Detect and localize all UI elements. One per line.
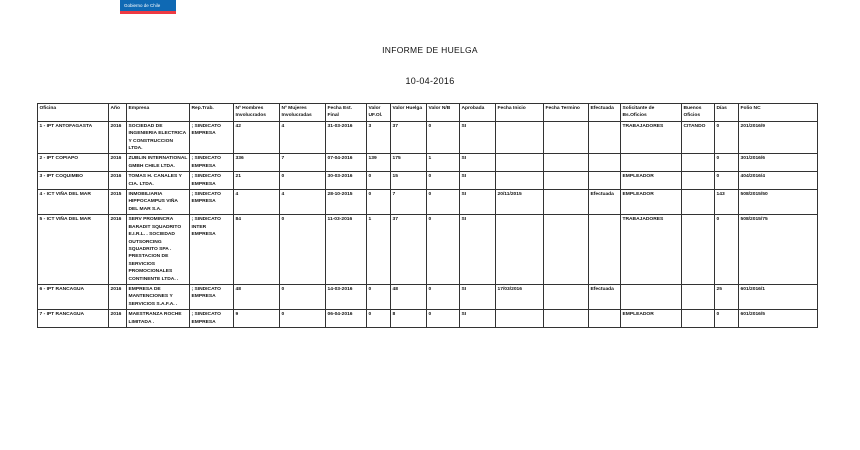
table-cell: 0 bbox=[715, 310, 739, 328]
table-row bbox=[38, 121, 818, 154]
table-cell bbox=[496, 121, 544, 154]
table-cell: 0 bbox=[427, 215, 460, 285]
table-cell bbox=[682, 310, 715, 328]
table-cell: 37 bbox=[391, 121, 427, 154]
column-header: Valor UF.Ol. bbox=[367, 104, 391, 122]
table-cell: 7 bbox=[391, 190, 427, 215]
column-header: Empresa bbox=[127, 104, 190, 122]
table-cell: 30-03-2016 bbox=[326, 172, 367, 190]
table-cell: ; SINDICATO EMPRESA bbox=[190, 284, 234, 309]
table-cell: EMPLEADOR bbox=[621, 172, 682, 190]
table-cell: 1 bbox=[367, 215, 391, 285]
column-header: Fecha Est. Final bbox=[326, 104, 367, 122]
table-cell: 0 bbox=[715, 121, 739, 154]
table-cell: 0 bbox=[367, 190, 391, 215]
table-cell: 1 bbox=[427, 154, 460, 172]
table-cell: SI bbox=[460, 154, 496, 172]
table-cell bbox=[544, 310, 589, 328]
table-cell: ; SINDICATO EMPRESA bbox=[190, 172, 234, 190]
table-cell: 2016 bbox=[109, 310, 127, 328]
table-cell: 175 bbox=[391, 154, 427, 172]
table-cell: 7 bbox=[280, 154, 326, 172]
table-cell: 42 bbox=[234, 121, 280, 154]
table-cell: TRABAJADORES bbox=[621, 215, 682, 285]
table-header-row bbox=[38, 104, 818, 122]
table-cell: 3 bbox=[367, 121, 391, 154]
table-cell: 31-03-2016 bbox=[326, 121, 367, 154]
table-cell: 0 bbox=[367, 172, 391, 190]
table-cell: ; SINDICATO EMPRESA bbox=[190, 154, 234, 172]
table-row bbox=[38, 172, 818, 190]
table-cell: 4 bbox=[280, 121, 326, 154]
table-cell: 25 bbox=[715, 284, 739, 309]
column-header: Efectuada bbox=[589, 104, 621, 122]
table-cell: EMPLEADOR bbox=[621, 310, 682, 328]
table-cell: 0 bbox=[715, 172, 739, 190]
table-cell: 508/2015/75 bbox=[739, 215, 818, 285]
table-cell bbox=[589, 215, 621, 285]
table-cell: ; SINDICATO INTER EMPRESA bbox=[190, 215, 234, 285]
strike-report-table bbox=[37, 103, 818, 328]
table-cell bbox=[544, 215, 589, 285]
table-row bbox=[38, 284, 818, 309]
column-header: Nº Hombres Involucrados bbox=[234, 104, 280, 122]
table-cell bbox=[589, 310, 621, 328]
table-cell bbox=[589, 121, 621, 154]
column-header: Rep.Trab. bbox=[190, 104, 234, 122]
table-cell: 336 bbox=[234, 154, 280, 172]
table-cell: 21 bbox=[234, 172, 280, 190]
table-cell: 2016 bbox=[109, 215, 127, 285]
table-cell: 28-10-2015 bbox=[326, 190, 367, 215]
table-cell: 48 bbox=[234, 284, 280, 309]
table-cell: 8 bbox=[391, 310, 427, 328]
table-cell: 143 bbox=[715, 190, 739, 215]
table-cell: 139 bbox=[367, 154, 391, 172]
table-cell: INMOBILIARIA HIPPOCAMPUS VIÑA DEL MAR S.A. bbox=[127, 190, 190, 215]
table-cell: 0 bbox=[427, 190, 460, 215]
column-header: Nº Mujeres Involucradas bbox=[280, 104, 326, 122]
table-row bbox=[38, 154, 818, 172]
table-cell: EMPLEADOR bbox=[621, 190, 682, 215]
column-header: Valor N/B bbox=[427, 104, 460, 122]
table-cell: 5 - ICT VIÑA DEL MAR bbox=[38, 215, 109, 285]
table-cell bbox=[544, 172, 589, 190]
table-row bbox=[38, 190, 818, 215]
table-row bbox=[38, 215, 818, 285]
table-cell: SERV PROMINCRA BARADIT SQUADRITO E.I.R.L. . SOCIEDAD OUTSORCING SQUADRITO SPA . PRESTACION DE SERVICIOS PROMOCIONALES CONTINENTE LTDA. . bbox=[127, 215, 190, 285]
table-cell: 06-04-2016 bbox=[326, 310, 367, 328]
table-cell: 4 - ICT VIÑA DEL MAR bbox=[38, 190, 109, 215]
table-cell: SI bbox=[460, 121, 496, 154]
table-cell: 0 bbox=[280, 284, 326, 309]
table-cell: 601/2016/5 bbox=[739, 310, 818, 328]
table-cell bbox=[589, 172, 621, 190]
table-cell: ZUBLIN INTERNATIONAL GMBH CHILE LTDA. bbox=[127, 154, 190, 172]
table-cell: 2016 bbox=[109, 172, 127, 190]
table-cell: 20/11/2015 bbox=[496, 190, 544, 215]
table-cell: 301/2016/6 bbox=[739, 154, 818, 172]
column-header: Valor Huelga bbox=[391, 104, 427, 122]
table-cell: SOCIEDAD DE INGENIERIA ELECTRICA Y CONSTRUCCION LTDA. bbox=[127, 121, 190, 154]
table-cell: MAESTRANZA ROCHE LIMITADA . bbox=[127, 310, 190, 328]
table-cell: 07-04-2016 bbox=[326, 154, 367, 172]
table-cell: 2015 bbox=[109, 190, 127, 215]
column-header: Buenos Oficios bbox=[682, 104, 715, 122]
table-cell: 3 - IPT COQUIMBO bbox=[38, 172, 109, 190]
table-cell: SI bbox=[460, 215, 496, 285]
table-cell: 14-03-2016 bbox=[326, 284, 367, 309]
table-cell: 0 bbox=[427, 284, 460, 309]
table-cell: 508/2015/50 bbox=[739, 190, 818, 215]
table-cell bbox=[496, 172, 544, 190]
table-cell bbox=[682, 215, 715, 285]
table-cell: Efectuada bbox=[589, 190, 621, 215]
table-cell: 601/2016/1 bbox=[739, 284, 818, 309]
table-cell: SI bbox=[460, 190, 496, 215]
table-cell: 7 - IPT RANCAGUA bbox=[38, 310, 109, 328]
table-cell: 17/03/2016 bbox=[496, 284, 544, 309]
column-header: Días bbox=[715, 104, 739, 122]
table-cell: TOMAS H. CANALES Y CIA. LTDA. bbox=[127, 172, 190, 190]
table-cell: 4 bbox=[280, 190, 326, 215]
table-cell: 404/2016/4 bbox=[739, 172, 818, 190]
table-cell: 0 bbox=[715, 215, 739, 285]
column-header: Folio NC bbox=[739, 104, 818, 122]
table-cell: 11-03-2016 bbox=[326, 215, 367, 285]
table-cell: 6 - IPT RANCAGUA bbox=[38, 284, 109, 309]
table-cell bbox=[589, 154, 621, 172]
table-cell bbox=[682, 154, 715, 172]
table-cell: 9 bbox=[234, 310, 280, 328]
table-cell: SI bbox=[460, 310, 496, 328]
table-cell bbox=[682, 172, 715, 190]
table-cell: 2016 bbox=[109, 154, 127, 172]
table-cell: 201/2016/9 bbox=[739, 121, 818, 154]
column-header: Año bbox=[109, 104, 127, 122]
report-title: INFORME DE HUELGA bbox=[382, 45, 478, 55]
report-date: 10-04-2016 bbox=[405, 76, 455, 86]
table-cell: 4 bbox=[234, 190, 280, 215]
table-cell bbox=[682, 190, 715, 215]
table-cell bbox=[544, 154, 589, 172]
government-logo-text: Gobierno de Chile bbox=[124, 3, 161, 8]
table-cell: 0 bbox=[367, 310, 391, 328]
table-cell: ; SINDICATO EMPRESA bbox=[190, 190, 234, 215]
table-cell: 2 - IPT COPIAPO bbox=[38, 154, 109, 172]
table-cell: SI bbox=[460, 284, 496, 309]
table-cell: Efectuada bbox=[589, 284, 621, 309]
table-cell: 0 bbox=[715, 154, 739, 172]
table-cell bbox=[496, 154, 544, 172]
table-cell: CITANDO bbox=[682, 121, 715, 154]
table-cell: 0 bbox=[427, 172, 460, 190]
table-cell: ; SINDICATO EMPRESA bbox=[190, 121, 234, 154]
table-cell: ; SINDICATO EMPRESA bbox=[190, 310, 234, 328]
table-cell: 15 bbox=[391, 172, 427, 190]
column-header: Fecha Inicio bbox=[496, 104, 544, 122]
table-cell: TRABAJADORES bbox=[621, 121, 682, 154]
table-cell: EMPRESA DE MANTENCIONES Y SERVICIOS S.A.F.A. . bbox=[127, 284, 190, 309]
table-cell: 37 bbox=[391, 215, 427, 285]
table-cell: 2016 bbox=[109, 121, 127, 154]
table-cell bbox=[682, 284, 715, 309]
column-header: Fecha Termino bbox=[544, 104, 589, 122]
table-cell: 84 bbox=[234, 215, 280, 285]
table-cell: SI bbox=[460, 172, 496, 190]
column-header: Solicitante de Bs.Oficios bbox=[621, 104, 682, 122]
table-row bbox=[38, 310, 818, 328]
table-cell: 2016 bbox=[109, 284, 127, 309]
table-cell bbox=[496, 310, 544, 328]
table-cell: 0 bbox=[280, 310, 326, 328]
table-cell: 0 bbox=[280, 215, 326, 285]
table-cell: 0 bbox=[367, 284, 391, 309]
table-cell bbox=[544, 190, 589, 215]
table-cell: 1 - IPT ANTOFAGASTA bbox=[38, 121, 109, 154]
column-header: Oficina bbox=[38, 104, 109, 122]
table-cell bbox=[544, 121, 589, 154]
table-cell: 48 bbox=[391, 284, 427, 309]
table-cell: 0 bbox=[280, 172, 326, 190]
column-header: Aprobada bbox=[460, 104, 496, 122]
table-cell bbox=[621, 284, 682, 309]
table-cell bbox=[621, 154, 682, 172]
table-cell: 0 bbox=[427, 310, 460, 328]
table-cell bbox=[496, 215, 544, 285]
table-cell: 0 bbox=[427, 121, 460, 154]
table-cell bbox=[544, 284, 589, 309]
